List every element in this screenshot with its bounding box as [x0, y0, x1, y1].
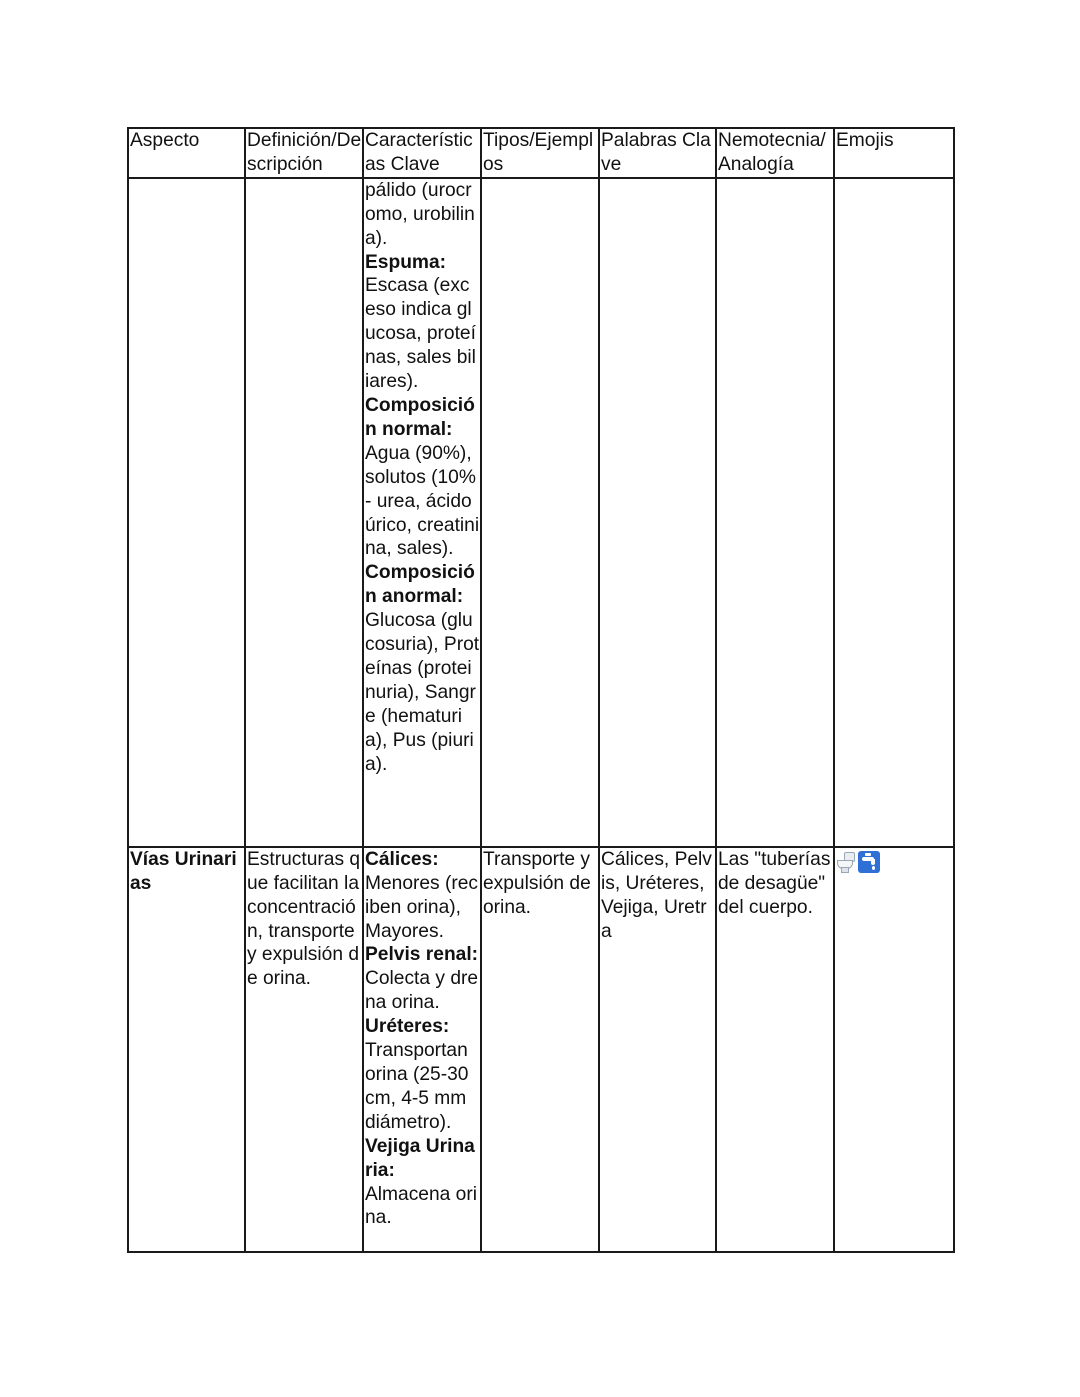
- cell-palabras: [599, 178, 716, 847]
- calices-text: Menores (reciben orina), Mayores.: [365, 872, 479, 942]
- header-nemotecnia: Nemotecnia/ Analogía: [716, 128, 834, 178]
- espuma-text: Escasa (exceso indica glucosa, proteínas, sales biliares).: [365, 275, 476, 393]
- ureteres-label: Uréteres:: [365, 1016, 450, 1038]
- table-row-continuation: [128, 178, 954, 847]
- header-emojis: Emojis: [834, 128, 954, 178]
- cell-caracteristicas: [363, 178, 481, 847]
- pelvis-label: Pelvis renal:: [365, 944, 479, 966]
- cell-nemotecnia: [716, 178, 834, 847]
- cell-definicion: Estructuras que facilitan la concentración, transporte y expulsión de orina.: [245, 847, 363, 1252]
- cell-tipos: Transporte y expulsión de orina.: [481, 847, 599, 1252]
- cell-aspecto: Vías Urinarias: [128, 847, 245, 1252]
- orina-color-text: pálido (urocromo, urobilina).: [365, 179, 475, 249]
- vejiga-label: Vejiga Urinaria:: [365, 1135, 475, 1181]
- header-tipos: Tipos/Ejemplos: [481, 128, 599, 178]
- header-aspecto: Aspecto: [128, 128, 245, 178]
- header-caracteristicas: Características Clave: [363, 128, 481, 178]
- composicion-normal-text: Agua (90%), solutos (10% - urea, ácido úrico, creatinina, sales).: [365, 442, 480, 560]
- header-definicion: Definición/Descripción: [245, 128, 363, 178]
- cell-nemotecnia: Las "tuberías de desagüe" del cuerpo.: [716, 847, 834, 1252]
- toilet-icon: [836, 851, 854, 871]
- composicion-anormal-text: Glucosa (glucosuria), Proteínas (proteinuria), Sangre (hematuria), Pus (piuria).: [365, 610, 480, 775]
- emoji-group: [836, 848, 880, 873]
- cell-aspecto: [128, 178, 245, 847]
- header-palabras: Palabras Clave: [599, 128, 716, 178]
- table-row-vias-urinarias: [128, 847, 954, 1252]
- potable-water-icon: [858, 851, 880, 873]
- cell-emojis: [834, 178, 954, 847]
- cell-tipos: [481, 178, 599, 847]
- composicion-anormal-label: Composición anormal:: [365, 562, 475, 608]
- ureteres-text: Transportan orina (25-30 cm, 4-5 mm diámetro).: [365, 1040, 469, 1133]
- pelvis-text: Colecta y drena orina.: [365, 968, 479, 1014]
- notes-table-container: [127, 127, 955, 1253]
- vejiga-text: Almacena orina.: [365, 1183, 477, 1229]
- cell-caracteristicas: [363, 847, 481, 1252]
- composicion-normal-label: Composición normal:: [365, 394, 475, 440]
- espuma-label: Espuma:: [365, 251, 447, 273]
- cell-palabras: Cálices, Pelvis, Uréteres, Vejiga, Uretra: [599, 847, 716, 1252]
- cell-definicion: [245, 178, 363, 847]
- calices-label: Cálices:: [365, 848, 439, 870]
- cell-emojis: [834, 847, 954, 1252]
- header-row: [128, 128, 954, 178]
- notes-table: [127, 127, 955, 1253]
